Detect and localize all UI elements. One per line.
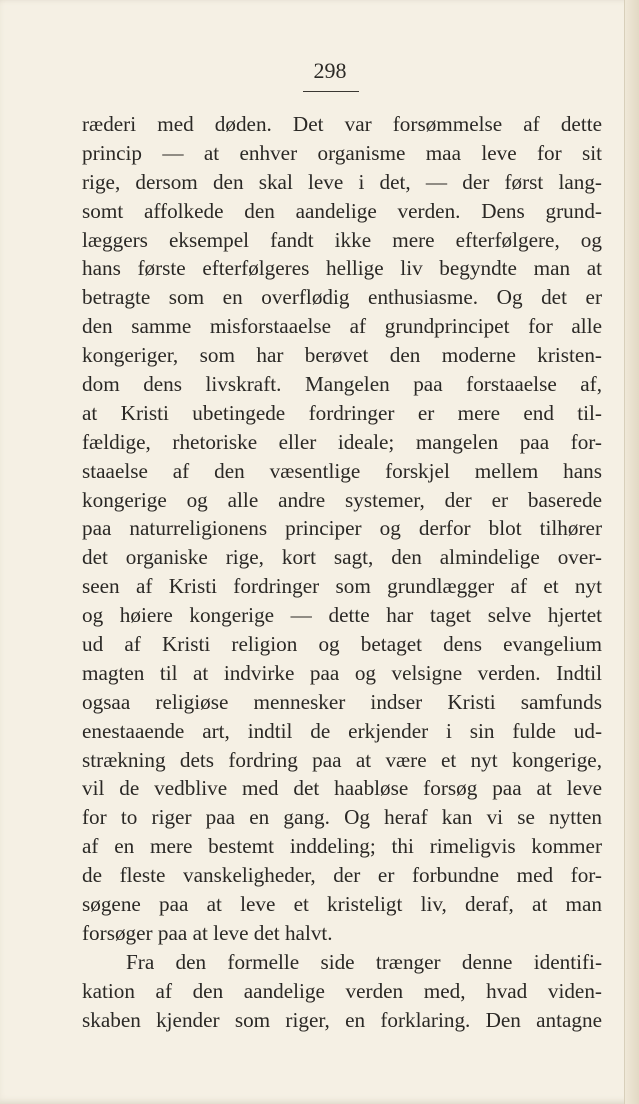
text-line: somt affolkede den aandelige verden. Dens grund- — [82, 198, 602, 223]
text-line: magten til at indvirke paa og velsigne verden. Indtil — [82, 660, 602, 685]
text-line: rige, dersom den skal leve i det, — der først lang- — [82, 169, 602, 194]
text-line: betragte som en overflødig enthusiasme. Og det er — [82, 285, 602, 310]
text-line: ræderi med døden. Det var forsømmelse af dette — [82, 112, 602, 136]
text-line: Fra den formelle side trænger denne identifi- — [126, 949, 602, 974]
text-line: paa naturreligionens principer og derfor blot tilhører — [82, 516, 602, 541]
text-line: af en mere bestemt inddeling; thi rimeligvis kommer — [82, 834, 602, 859]
text-line: at Kristi ubetingede fordringer er mere end til- — [82, 400, 602, 425]
text-line: for to riger paa en gang. Og heraf kan vi se nytten — [82, 805, 602, 830]
text-line: dom dens livskraft. Mangelen paa forstaaelse af, — [82, 372, 602, 397]
text-line: de fleste vanskeligheder, der er forbundne med for- — [82, 863, 602, 888]
text-line: fældige, rhetoriske eller ideale; mangelen paa for- — [82, 429, 602, 454]
text-line: kongeriger, som har berøvet den moderne kristen- — [82, 343, 602, 368]
page-number-rule — [303, 91, 359, 92]
text-line: hans første efterfølgeres hellige liv begyndte man at — [82, 256, 602, 281]
page-number: 298 — [313, 58, 347, 83]
text-line: søgene paa at leve et kristeligt liv, deraf, at man — [82, 892, 602, 917]
text-line: ogsaa religiøse mennesker indser Kristi samfunds — [82, 689, 602, 714]
text-line: forsøger paa at leve det halvt. — [82, 920, 333, 945]
text-line: og høiere kongerige — dette har taget selve hjertet — [82, 603, 602, 628]
text-line: læggers eksempel fandt ikke mere efterfølgere, og — [82, 227, 602, 252]
text-line: enestaaende art, indtil de erkjender i sin fulde ud- — [82, 718, 602, 743]
page-edge — [624, 0, 639, 1104]
body-text — [82, 110, 602, 1035]
text-line: kongerige og alle andre systemer, der er baserede — [82, 487, 602, 512]
text-line: strækning dets fordring paa at være et nyt kongerige, — [82, 747, 602, 772]
text-line: staaelse af den væsentlige forskjel mellem hans — [82, 458, 602, 483]
text-line: skaben kjender som riger, en forklaring. Den antagne — [82, 1007, 602, 1032]
text-line: vil de vedblive med det haabløse forsøg paa at leve — [82, 776, 602, 801]
text-line: princip — at enhver organisme maa leve for sit — [82, 140, 602, 165]
text-line: ud af Kristi religion og betaget dens evangelium — [82, 632, 602, 657]
text-line: kation af den aandelige verden med, hvad viden- — [82, 978, 602, 1003]
text-line: seen af Kristi fordringer som grundlægger af et nyt — [82, 574, 602, 599]
text-line: det organiske rige, kort sagt, den almindelige over- — [82, 545, 602, 570]
text-line: den samme misforstaaelse af grundprincipet for alle — [82, 314, 602, 339]
